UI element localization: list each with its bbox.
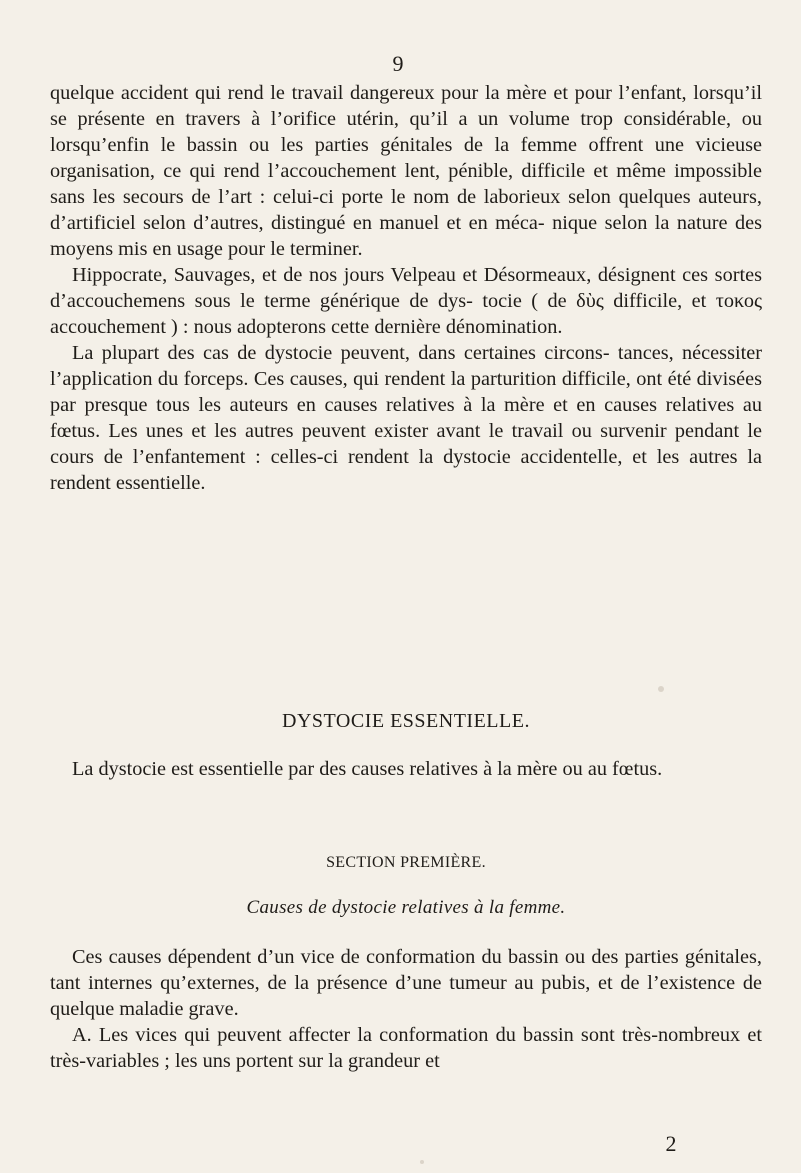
signature-mark: 2 [665, 1131, 677, 1156]
text-block-definition [50, 756, 762, 782]
paper-spot [658, 686, 664, 692]
paper-spot [420, 1160, 424, 1164]
heading-causes-caption: Causes de dystocie relatives à la femme. [246, 897, 566, 918]
heading-dystocie-essentielle: DYSTOCIE ESSENTIELLE. [282, 710, 530, 732]
paragraph-5: Ces causes dépendent d’un vice de conformation du bassin ou des parties génitales, tant internes qu’externes, de la présence d’une tumeur au pubis, et de l’existence de quelque maladie grave. [50, 946, 762, 1020]
paragraph-4: La dystocie est essentielle par des causes relatives à la mère ou au fœtus. [72, 758, 663, 780]
text-block-intro [50, 80, 762, 496]
paragraph-1: quelque accident qui rend le travail dangereux pour la mère et pour l’enfant, lorsqu’il se présente en travers à l’orifice utérin, qu’il a un volume trop considérable, ou lorsqu’enfin le bassin ou les parties génitales de la femme offrent une vicieuse organisation, ce qui rend l’accouchement lent, pénible, difficile et même impossible sans les secours de l’art : celui-ci porte le nom de laborieux selon quelques auteurs, d’artificiel selon d’autres, distingué en manuel et en méca- nique selon la nature des moyens mis en usage pour le terminer. [50, 82, 762, 260]
paragraph-3: La plupart des cas de dystocie peuvent, dans certaines circons- tances, nécessiter l’application du forceps. Ces causes, qui rendent la parturition difficile, ont été divisées par presque tous les auteurs en causes relatives à la mère et en causes relatives au fœtus. Les unes et les autres peuvent exister avant le travail ou survenir pendant le cours de l’enfantement : celles-ci rendent la dystocie accidentelle, et les autres la rendent essentielle. [50, 342, 762, 494]
page-number: 9 [392, 51, 404, 76]
paragraph-2: Hippocrate, Sauvages, et de nos jours Velpeau et Désormeaux, désignent ces sortes d’accouchemens sous le terme générique de dys- tocie ( de δὺς difficile, et τοκος accouchement ) : nous adopterons cette dernière dénomination. [50, 264, 762, 338]
heading-section-premiere: SECTION PREMIÈRE. [326, 854, 486, 871]
paragraph-6: A. Les vices qui peuvent affecter la conformation du bassin sont très-nombreux et très-variables ; les uns portent sur la grandeur et [50, 1024, 762, 1072]
text-block-causes [50, 944, 762, 1074]
